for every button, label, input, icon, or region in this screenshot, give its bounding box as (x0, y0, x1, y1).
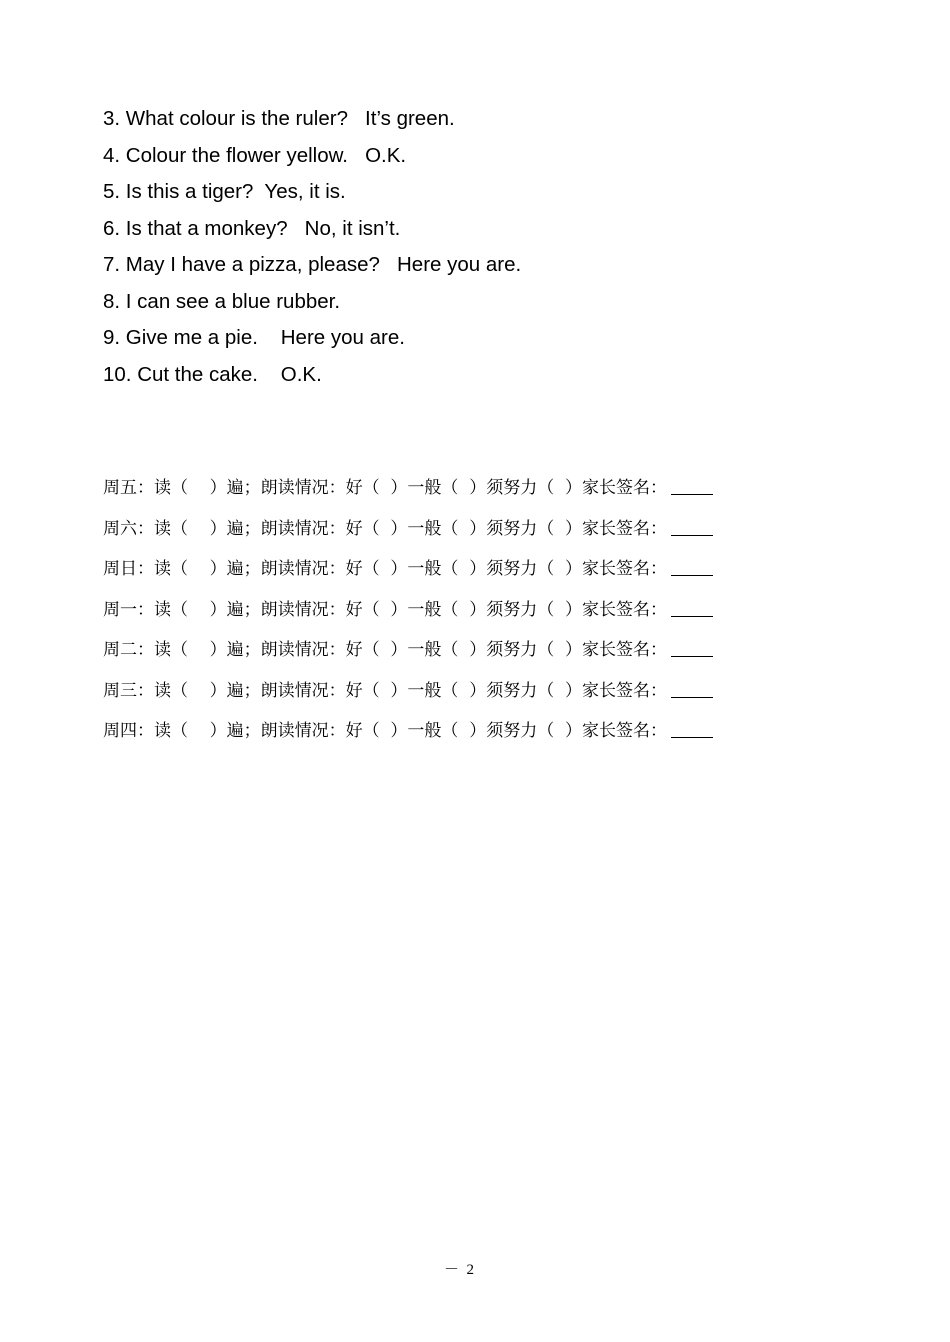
reading-log-text: 周六：读（ ）遍；朗读情况：好（ ）一般（ ）须努力（ ）家长签名： (103, 518, 668, 539)
reading-log-row-friday (103, 472, 713, 513)
sentence-list (103, 101, 521, 393)
sentence-5: 5. Is this a tiger? Yes, it is. (103, 180, 346, 203)
signature-blank[interactable] (671, 493, 713, 495)
sentence-9: 9. Give me a pie. Here you are. (103, 326, 405, 349)
reading-log-row-tuesday (103, 634, 713, 675)
reading-log (103, 472, 713, 756)
sentence-7: 7. May I have a pizza, please? Here you are. (103, 253, 522, 276)
reading-log-row-sunday (103, 553, 713, 594)
reading-log-row-monday (103, 594, 713, 635)
signature-blank[interactable] (671, 736, 713, 738)
reading-log-text: 周日：读（ ）遍；朗读情况：好（ ）一般（ ）须努力（ ）家长签名： (103, 559, 668, 579)
reading-log-text: 周五：读（ ）遍；朗读情况：好（ ）一般（ ）须努力（ ）家长签名： (103, 478, 668, 498)
sentence-4: 4. Colour the flower yellow. O.K. (103, 143, 407, 167)
signature-blank[interactable] (671, 615, 713, 617)
reading-log-text: 周一：读（ ）遍；朗读情况：好（ ）一般（ ）须努力（ ）家长签名： (103, 599, 668, 620)
reading-log-row-thursday (103, 715, 713, 756)
reading-log-row-wednesday (103, 675, 713, 716)
sentence-3: 3. What colour is the ruler? It’s green. (103, 107, 455, 130)
sentence-6: 6. Is that a monkey? No, it isn’t. (103, 216, 401, 240)
reading-log-text: 周四：读（ ）遍；朗读情况：好（ ）一般（ ）须努力（ ）家长签名： (103, 721, 668, 741)
sentence-8: 8. I can see a blue rubber. (103, 289, 341, 313)
signature-blank[interactable] (671, 574, 713, 576)
reading-log-text: 周二：读（ ）遍；朗读情况：好（ ）一般（ ）须努力（ ）家长签名： (103, 640, 668, 660)
signature-blank[interactable] (671, 696, 713, 698)
signature-blank[interactable] (671, 655, 713, 657)
page-number: － 2 (443, 1262, 474, 1278)
signature-blank[interactable] (671, 534, 713, 536)
reading-log-row-saturday (103, 513, 713, 554)
reading-log-text: 周三：读（ ）遍；朗读情况：好（ ）一般（ ）须努力（ ）家长签名： (103, 680, 668, 701)
sentence-10: 10. Cut the cake. O.K. (103, 362, 322, 386)
